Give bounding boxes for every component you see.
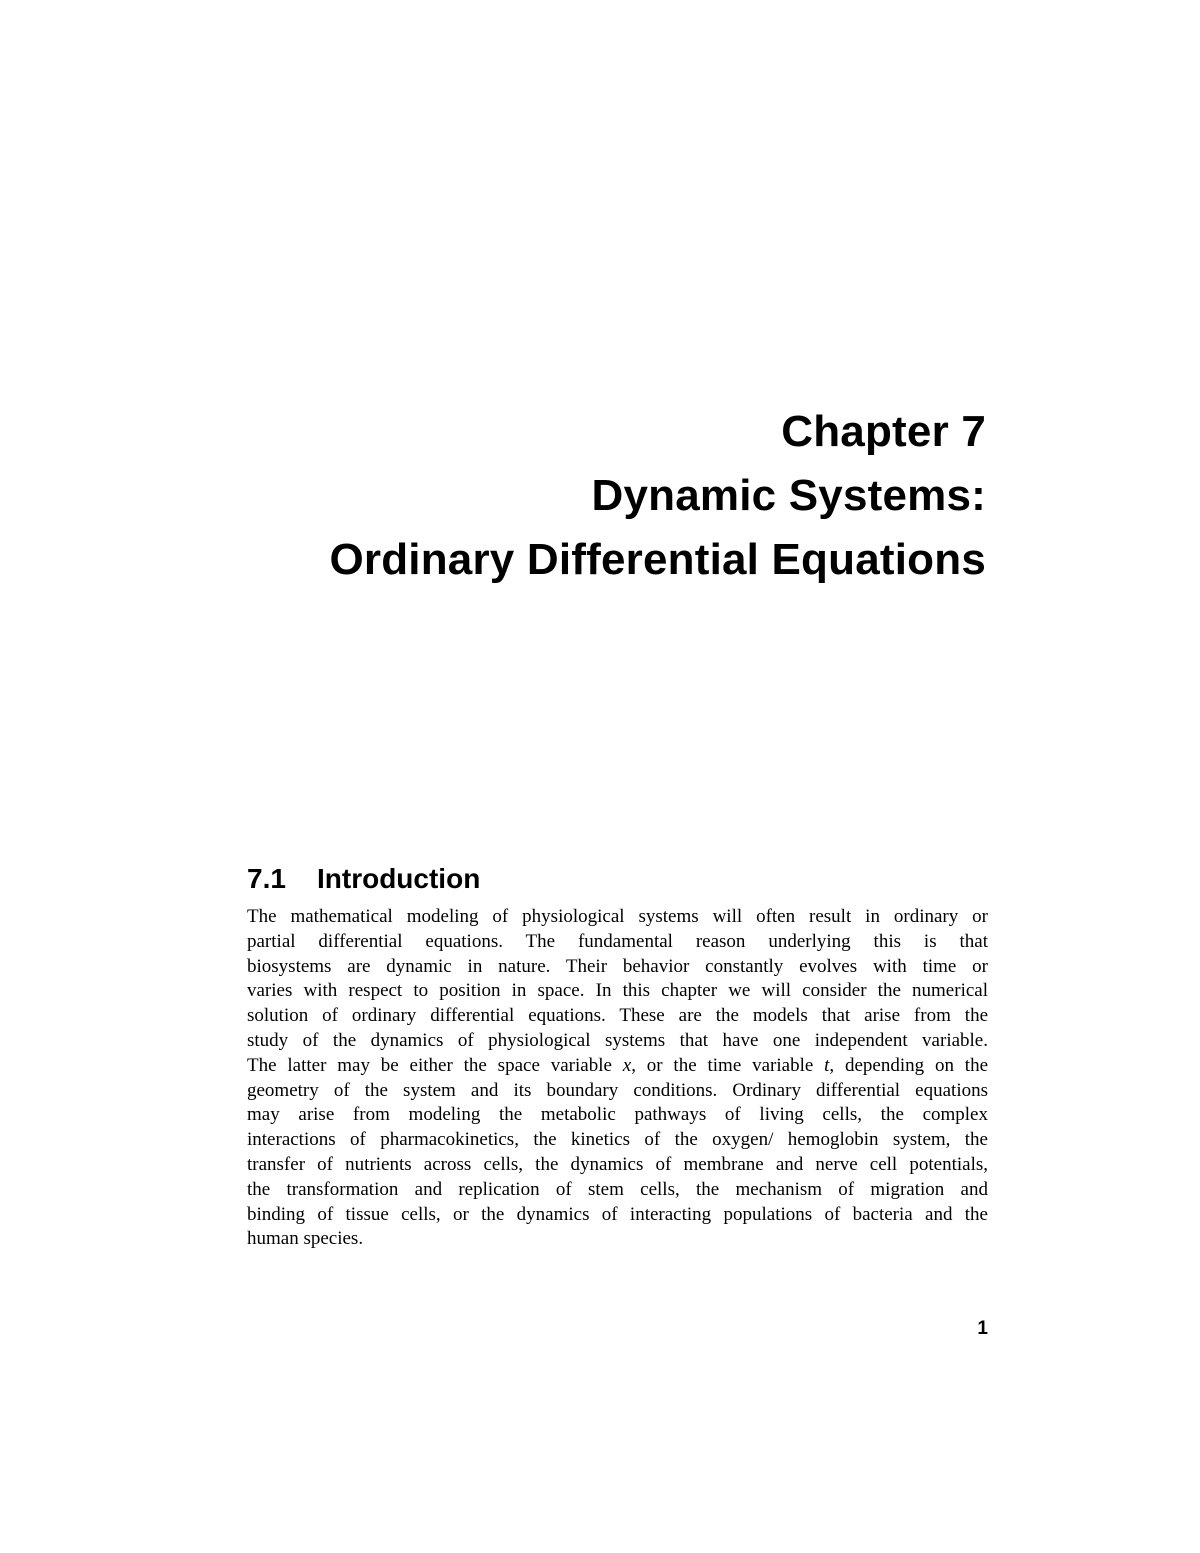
page-number: 1: [977, 1318, 988, 1339]
body-line: The latter may be either the space variable x, or the time variable t, depending on the: [247, 1054, 989, 1076]
math-variable: x: [622, 1054, 632, 1076]
body-line: transfer of nutrients across cells, the dynamics of membrane and nerve cell potentials,: [247, 1153, 988, 1175]
body-line: binding of tissue cells, or the dynamics of interacting populations of bacteria and the: [247, 1203, 988, 1225]
chapter-title-line-1: Dynamic Systems:: [591, 471, 986, 520]
section-title: Introduction: [317, 863, 481, 894]
body-line: varies with respect to position in space. In this chapter we will consider the numerical: [247, 980, 988, 1002]
body-line: study of the dynamics of physiological systems that have one independent variable.: [247, 1029, 988, 1051]
section-heading: [247, 859, 480, 899]
chapter-title-line-2: Ordinary Differential Equations: [329, 535, 986, 584]
math-variable: t: [824, 1054, 830, 1076]
section-number: 7.1: [247, 863, 286, 894]
body-line: biosystems are dynamic in nature. Their behavior constantly evolves with time or: [247, 955, 988, 977]
body-line: solution of ordinary differential equations. These are the models that arise from the: [247, 1005, 988, 1027]
body-line: The mathematical modeling of physiological systems will often result in ordinary or: [247, 906, 988, 927]
body-paragraph: [247, 905, 988, 1252]
body-line: the transformation and replication of stem cells, the mechanism of migration and: [247, 1178, 988, 1200]
body-line: human species.: [247, 1228, 364, 1250]
body-line: interactions of pharmacokinetics, the kinetics of the oxygen/ hemoglobin system, the: [247, 1129, 988, 1151]
body-line: geometry of the system and its boundary conditions. Ordinary differential equations: [247, 1079, 988, 1101]
chapter-heading: [329, 400, 986, 592]
chapter-label: Chapter 7: [781, 407, 986, 456]
body-line: may arise from modeling the metabolic pathways of living cells, the complex: [247, 1104, 988, 1126]
body-line: partial differential equations. The fundamental reason underlying this is that: [247, 930, 988, 952]
